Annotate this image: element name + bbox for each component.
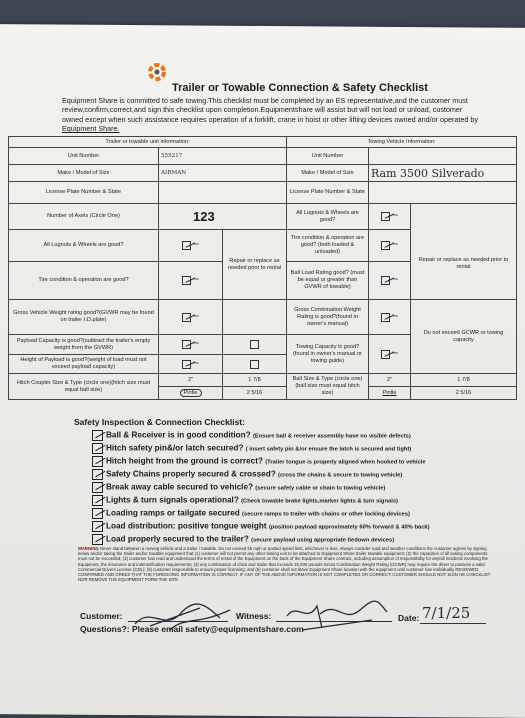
coupler-pintle[interactable] xyxy=(159,387,223,400)
vehicle-make-value[interactable]: Ram 3500 Silverado xyxy=(369,165,517,182)
checklist-item[interactable] xyxy=(92,495,398,506)
label-gcwr: Gross Combination Weight Rating is good?(found in owner's manual) xyxy=(287,300,369,335)
item-main: Ball & Receiver is in good condition? xyxy=(106,430,251,440)
pintle-circled: Pintle xyxy=(180,389,202,397)
item-main: Safety Chains properly secured & crossed? xyxy=(106,469,276,479)
gvwr-check[interactable] xyxy=(159,300,223,335)
trailer-header: Trailer or towable unit information: xyxy=(9,137,287,148)
label-axels: Number of Axels (Circle One) xyxy=(9,204,159,230)
item-sub: (secure ramps to trailer with chains or other locking devices) xyxy=(242,511,410,518)
label-coupler: Hitch Coupler Size & Type (circle one)(hitch size must equal ball size) xyxy=(9,374,159,400)
item-main: Hitch height from the ground is correct? xyxy=(106,456,263,466)
checkbox-icon[interactable] xyxy=(250,360,259,369)
item-main: Loading ramps or tailgate secured xyxy=(106,508,240,518)
date-line[interactable] xyxy=(420,623,486,624)
lugnuts-check[interactable] xyxy=(159,230,223,262)
checklist-item[interactable] xyxy=(92,508,410,519)
vehicle-lugnuts-check[interactable] xyxy=(369,204,411,230)
payload-no[interactable] xyxy=(223,335,287,355)
date-value: 7/1/25 xyxy=(422,604,471,622)
checklist-item[interactable] xyxy=(92,482,385,493)
license-value[interactable] xyxy=(159,182,287,204)
item-sub: (secure payload using appropriate tiedown devices) xyxy=(251,537,395,544)
witness-label: Witness: xyxy=(236,611,272,621)
item-main: Break away cable secured to vehicle? xyxy=(106,482,253,492)
checkbox-icon[interactable] xyxy=(381,313,390,322)
vehicle-license-value[interactable] xyxy=(369,182,517,204)
yes-label: Yes xyxy=(192,313,199,318)
checkbox-icon[interactable] xyxy=(250,340,259,349)
intro-line: Equipment Share. xyxy=(62,124,120,134)
label-tire: Tire condition & operation are good? xyxy=(9,262,159,300)
questions-text: Questions?: Please email safety@equipmentshare.com xyxy=(80,624,304,634)
checkbox-icon[interactable] xyxy=(182,340,191,349)
info-table xyxy=(8,136,517,400)
coupler-size-178[interactable]: 1 7/8 xyxy=(223,374,287,387)
equipmentshare-logo xyxy=(146,61,168,83)
item-sub: (position payload approximately 60% forward & 40% back) xyxy=(268,524,430,531)
checklist-item[interactable] xyxy=(92,521,430,532)
label-ball-rating: Ball Load Rating good? (must be equal or greater than GVWR of towable) xyxy=(287,262,369,300)
item-sub: (secure safety cable or chain to towing vehicle) xyxy=(255,485,386,492)
checklist-item[interactable] xyxy=(92,469,402,480)
coupler-size-2516[interactable]: 2 5/16 xyxy=(223,387,287,400)
item-main: Load distribution: positive tongue weight xyxy=(106,521,267,531)
label-ball-size: Ball Size & Type (circle one) (ball size must equal hitch size) xyxy=(287,374,369,400)
height-check[interactable] xyxy=(159,355,223,374)
yes-label: Yes xyxy=(192,341,199,345)
date-label: Date: xyxy=(398,613,420,623)
checkbox-icon[interactable] xyxy=(182,313,191,322)
item-sub: (Ensure ball & receiver assembly have no visible defects) xyxy=(252,433,411,440)
unit-number-value[interactable]: 555217 xyxy=(159,148,287,165)
checkbox-icon[interactable] xyxy=(381,241,390,250)
coupler-size-2[interactable]: 2" xyxy=(159,374,223,387)
gvwr-blank xyxy=(223,300,287,335)
item-sub: ( insert safety pin &/or ensure the latch is secured and tight) xyxy=(245,446,412,453)
customer-label: Customer: xyxy=(80,611,123,621)
ball-rating-check[interactable] xyxy=(369,262,411,300)
checkbox-icon[interactable] xyxy=(182,360,191,369)
item-sub: (Check towable brake lights,marker lights & turn signals) xyxy=(241,498,398,505)
warning-text xyxy=(78,546,496,582)
form-title: Trailer or Towable Connection & Safety Checklist xyxy=(172,82,428,94)
checkbox-icon[interactable] xyxy=(182,241,191,250)
tire-check[interactable] xyxy=(159,262,223,300)
label-license: License Plate Number & State xyxy=(9,182,159,204)
label-unit-number: Unit Number xyxy=(9,148,159,165)
yes-label: Yes xyxy=(391,242,398,246)
checkbox-icon[interactable] xyxy=(381,276,390,285)
label-vehicle-unit: Unit Number xyxy=(287,148,369,165)
yes-label: Yes xyxy=(192,242,199,246)
checkbox-icon[interactable] xyxy=(381,350,390,359)
checklist-item[interactable] xyxy=(92,534,394,545)
item-main: Lights & turn signals operational? xyxy=(106,495,239,505)
item-main: Hitch safety pin&/or latch secured? xyxy=(106,443,244,453)
item-sub: (cross the chains & secure to towing vehicle) xyxy=(278,472,403,479)
item-main: Load properly secured to the trailer? xyxy=(106,534,249,544)
checkbox-icon[interactable] xyxy=(92,534,103,545)
yes-label: Yes xyxy=(391,277,398,281)
pintle-label: Pintle xyxy=(382,389,397,396)
checkbox-icon[interactable] xyxy=(381,212,390,221)
vehicle-header: Towing Vehicle Information: xyxy=(287,137,517,148)
label-vehicle-lugnuts: All Lugnuts & Wheels are good? xyxy=(287,204,369,230)
repair-note: Repair or replace as needed prior to rental xyxy=(223,230,287,300)
label-payload: Payload Capacity is good?(subtract the trailer's empty weight from the GVWR) xyxy=(9,335,159,355)
vehicle-unit-value[interactable] xyxy=(369,148,517,165)
checkbox-icon[interactable] xyxy=(182,276,191,285)
intro-line: review,confirm,correct,and sign this checklist upon completion.Equipmentshare will assist but will not load or unload, customer xyxy=(62,105,463,115)
yes-label: Yes xyxy=(192,360,199,365)
checklist-title: Safety Inspection & Connection Checklist: xyxy=(74,417,245,427)
intro-line: owned except when such assistance requires operation of a forklift, crane in hoist or other lifting devices owned and/or operated by xyxy=(62,114,478,124)
checklist-item[interactable] xyxy=(92,443,411,454)
yes-label: Yes xyxy=(391,313,398,318)
towing-check[interactable] xyxy=(369,335,411,374)
vehicle-tire-check[interactable] xyxy=(369,230,411,262)
vehicle-repair-note: Repair or replace as needed prior to rental xyxy=(411,230,517,300)
intro-line: Equipment Share is committed to safe towing.This checklist must be completed by an ES representative,and the customer must xyxy=(62,96,468,105)
warning-body: Never stand between a moving vehicle and a trailer / towable. Do not exceed 55 mph or posted speed limit, whichever is less. Always consider road and weather conditions the customer agrees by signing below and/or taking the trailer and/or towable equipment that (1) customer will not permit any other towing unit to be attached to Equipment Share trailer towable equipment; (2) the capacities of all towing components must not be exceeded; (3) customer has read and understood the terms of rental of the Equipment on the back of the Equipment Share contract, including assumption of responsibility for any/all incidents involving the Equipment, the insurance and indemnification requirements; (4) any combination of chick and trailer that exceeds 25,000 pounds Gross Combination Weight Rating (GCWR) may require the driver to possess a valid Commercial Drivers License (CDL); (5) customer responsible to ensure proper licensing; and (6) customer shall not leave Equipment Share location with the equipment until customer has individually REVIEWED, CONFIRMED AND GREES THAT THE FOREGOING INFORMATION IS CORRECT. IF ANY OF THE ABOVE INFORMATION IS NOT COMPLETED OR CORRECT, CUSTOMER SHOULD NOT SIGN HE CHECKLIST NOR REMOVE THE EQUIPMENT FORM THE SITE xyxy=(78,546,491,583)
make-model-value[interactable]: AIRMAN xyxy=(159,165,287,182)
label-gvwr: Gross Vehicle Weight rating good?(GVWR may be found on trailer I.D.plate) xyxy=(9,300,159,335)
label-vehicle-make: Make / Model of Size xyxy=(287,165,369,182)
warning-label: WARNING xyxy=(78,546,99,551)
checklist-item[interactable] xyxy=(92,430,411,441)
ball-size-2[interactable]: 2" xyxy=(369,374,411,387)
intro-text xyxy=(62,96,492,134)
label-lugnuts: All Lugnuts & Wheels are good? xyxy=(9,230,159,262)
yes-label: Yes xyxy=(391,213,398,217)
payload-check[interactable] xyxy=(159,335,223,355)
ball-size-2516[interactable]: 2 5/16 xyxy=(411,387,517,400)
checklist-item[interactable] xyxy=(92,456,426,467)
ball-size-178[interactable]: 1 7/8 xyxy=(411,374,517,387)
not-exceed-note: Do not exceed GCWR or towing capacity xyxy=(411,300,517,374)
label-vehicle-tire: Tire condition & operation are good? (both loaded & unloaded) xyxy=(287,230,369,262)
vehicle-blank xyxy=(411,204,517,230)
gcwr-check[interactable] xyxy=(369,300,411,335)
item-sub: (Trailer tongue is properly aligned when hooked to vehicle xyxy=(265,459,426,466)
height-no[interactable] xyxy=(223,355,287,374)
label-towing: Towing Capacity is good?(found in owner's manual or towing guide) xyxy=(287,335,369,374)
label-height: Height of Payload is good?(weight of load must not exceed payload capacity) xyxy=(9,355,159,374)
yes-label: Yes xyxy=(192,277,199,281)
ball-pintle[interactable] xyxy=(369,387,411,400)
axel-options[interactable]: 123 xyxy=(159,204,287,230)
label-vehicle-license: License Plate Number & State xyxy=(287,182,369,204)
label-make-model: Make / Model of Size xyxy=(9,165,159,182)
yes-label: Yes xyxy=(391,350,398,355)
